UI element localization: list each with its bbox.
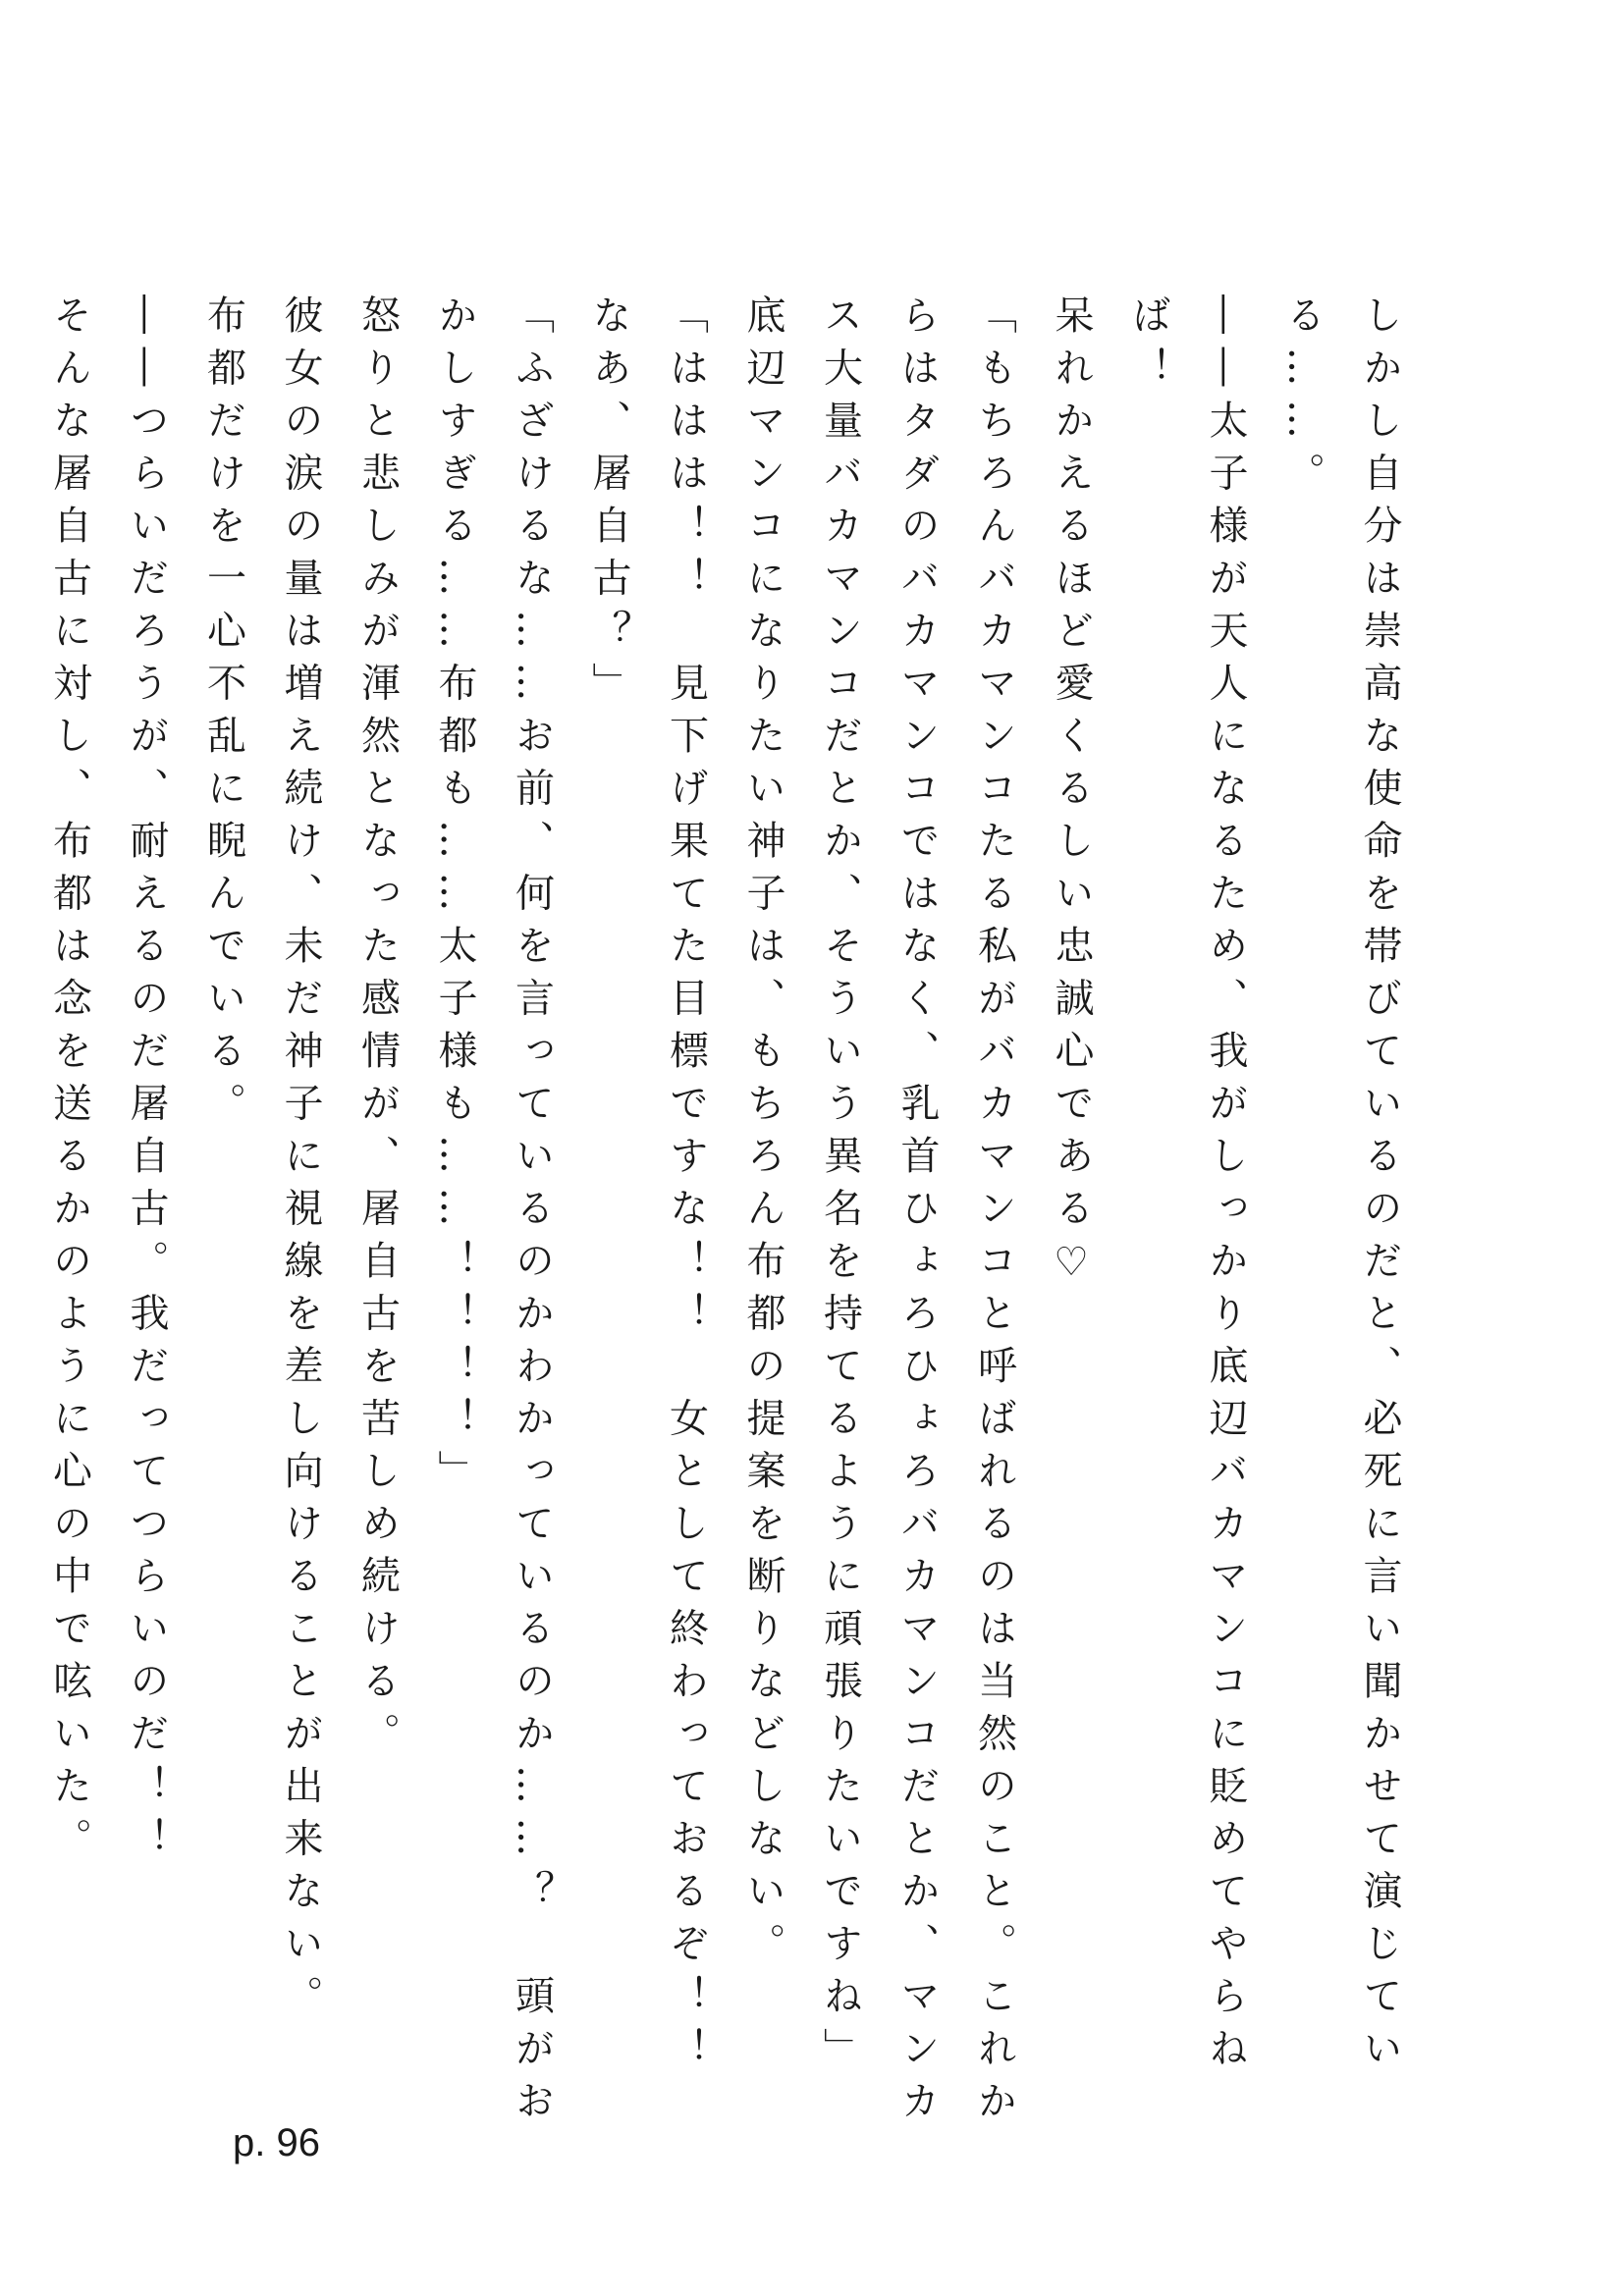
paragraph: 怒りと悲しみが渾然となった感情が、屠自古を苦しめ続ける。 [354, 294, 401, 1765]
paragraph: 布都だけを一心不乱に睨んでいる。 [200, 294, 246, 1135]
paragraph: そんな屠自古に対し、布都は念を送るかのように心の中で呟いた。 [46, 294, 92, 1870]
paragraph: 「もちろんバカマンコたる私がバカマンコと呼ばれるのは当然のこと。これからはタダのバカマンコではなく、乳首ひょろひょろバカマンコだとか、マンカス大量バカマンコだとか、そういう異名を持てるように頑張りたいですね」 [817, 294, 1017, 2133]
page-number: p. 96 [233, 2121, 320, 2164]
paragraph: しかし自分は崇高な使命を帯びているのだと、必死に言い聞かせて演じている……。 [1279, 294, 1402, 2080]
paragraph: ――つらいだろうが、耐えるのだ屠自古。我だってつらいのだ！！ [124, 294, 169, 1870]
paragraph: 彼女の涙の量は増え続け、未だ神子に視線を差し向けることが出来ない。 [278, 294, 323, 2028]
paragraph: 底辺マンコになりたい神子は、もちろん布都の提案を断りなどしない。 [740, 294, 785, 1975]
paragraph: 「ふざけるな……お前、何を言っているのかわかっているのか……？ 頭がおかしすぎる……布都も……太子様も……！！！！」 [432, 294, 555, 2133]
paragraph: 呆れかえるほど愛くるしい忠誠心である♡ [1049, 294, 1094, 1299]
paragraph: ――太子様が天人になるため、我がしっかり底辺バカマンコに貶めてやらねば！ [1125, 294, 1248, 2080]
vertical-text-body [30, 294, 1418, 2140]
paragraph: 「ははは！！ 見下げ果てた目標ですな！！ 女として終わっておるぞ！！ なあ、屠自古？」 [586, 294, 709, 2133]
